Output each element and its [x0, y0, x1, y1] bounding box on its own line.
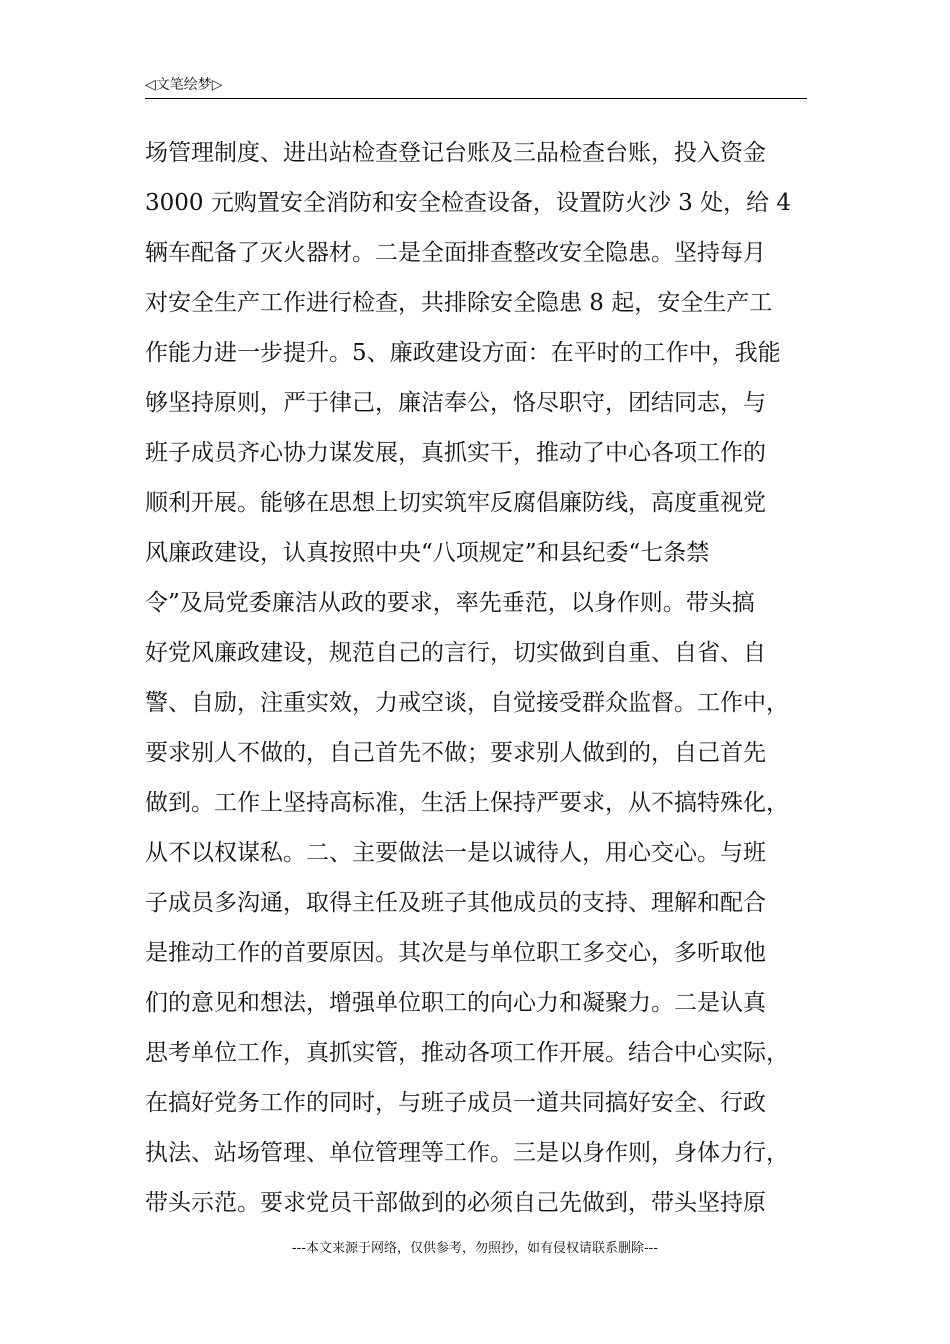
body-line: 思考单位工作，真抓实管，推动各项工作开展。结合中心实际，: [145, 1040, 789, 1066]
body-line: 对安全生产工作进行检查，共排除安全隐患 8 起，安全生产工: [145, 290, 773, 316]
body-line: 作能力进一步提升。5、廉政建设方面：在平时的工作中，我能: [145, 340, 781, 366]
body-line: 子成员多沟通，取得主任及班子其他成员的支持、理解和配合: [145, 890, 766, 916]
body-line: 好党风廉政建设，规范自己的言行，切实做到自重、自省、自: [145, 640, 766, 666]
body-line: 在搞好党务工作的同时，与班子成员一道共同搞好安全、行政: [145, 1090, 766, 1116]
page-header: [145, 74, 807, 99]
body-line: 班子成员齐心协力谋发展，真抓实干，推动了中心各项工作的: [145, 440, 766, 466]
body-line: 场管理制度、进出站检查登记台账及三品检查台账，投入资金: [145, 140, 766, 166]
body-line: 做到。工作上坚持高标准，生活上保持严要求，从不搞特殊化，: [145, 790, 789, 816]
body-line: 风廉政建设，认真按照中央“八项规定”和县纪委“七条禁: [145, 540, 710, 566]
document-body: [145, 128, 809, 1228]
body-line: 3000 元购置安全消防和安全检查设备，设置防火沙 3 处，给 4: [145, 190, 792, 216]
header-title: ◁文笔绘梦▷: [145, 77, 223, 93]
body-line: 警、自励，注重实效，力戒空谈，自觉接受群众监督。工作中，: [145, 690, 789, 716]
body-line: 执法、站场管理、单位管理等工作。三是以身作则，身体力行，: [145, 1140, 789, 1166]
body-line: 令”及局党委廉洁从政的要求，率先垂范，以身作则。带头搞: [145, 590, 755, 616]
body-line: 们的意见和想法，增强单位职工的向心力和凝聚力。二是认真: [145, 990, 766, 1016]
body-line: 够坚持原则，严于律己，廉洁奉公，恪尽职守，团结同志，与: [145, 390, 766, 416]
body-line: 从不以权谋私。二、主要做法一是以诚待人，用心交心。与班: [145, 840, 766, 866]
body-line: 顺利开展。能够在思想上切实筑牢反腐倡廉防线，高度重视党: [145, 490, 766, 516]
body-line: 要求别人不做的，自己首先不做；要求别人做到的，自己首先: [145, 740, 766, 766]
body-line: 辆车配备了灭火器材。二是全面排查整改安全隐患。坚持每月: [145, 240, 766, 266]
body-line: 带头示范。要求党员干部做到的必须自己先做到，带头坚持原: [145, 1190, 766, 1216]
body-line: 是推动工作的首要原因。其次是与单位职工多交心，多听取他: [145, 940, 766, 966]
footer-notice: ---本文来源于网络，仅供参考，勿照抄，如有侵权请联系删除---: [291, 1241, 659, 1256]
